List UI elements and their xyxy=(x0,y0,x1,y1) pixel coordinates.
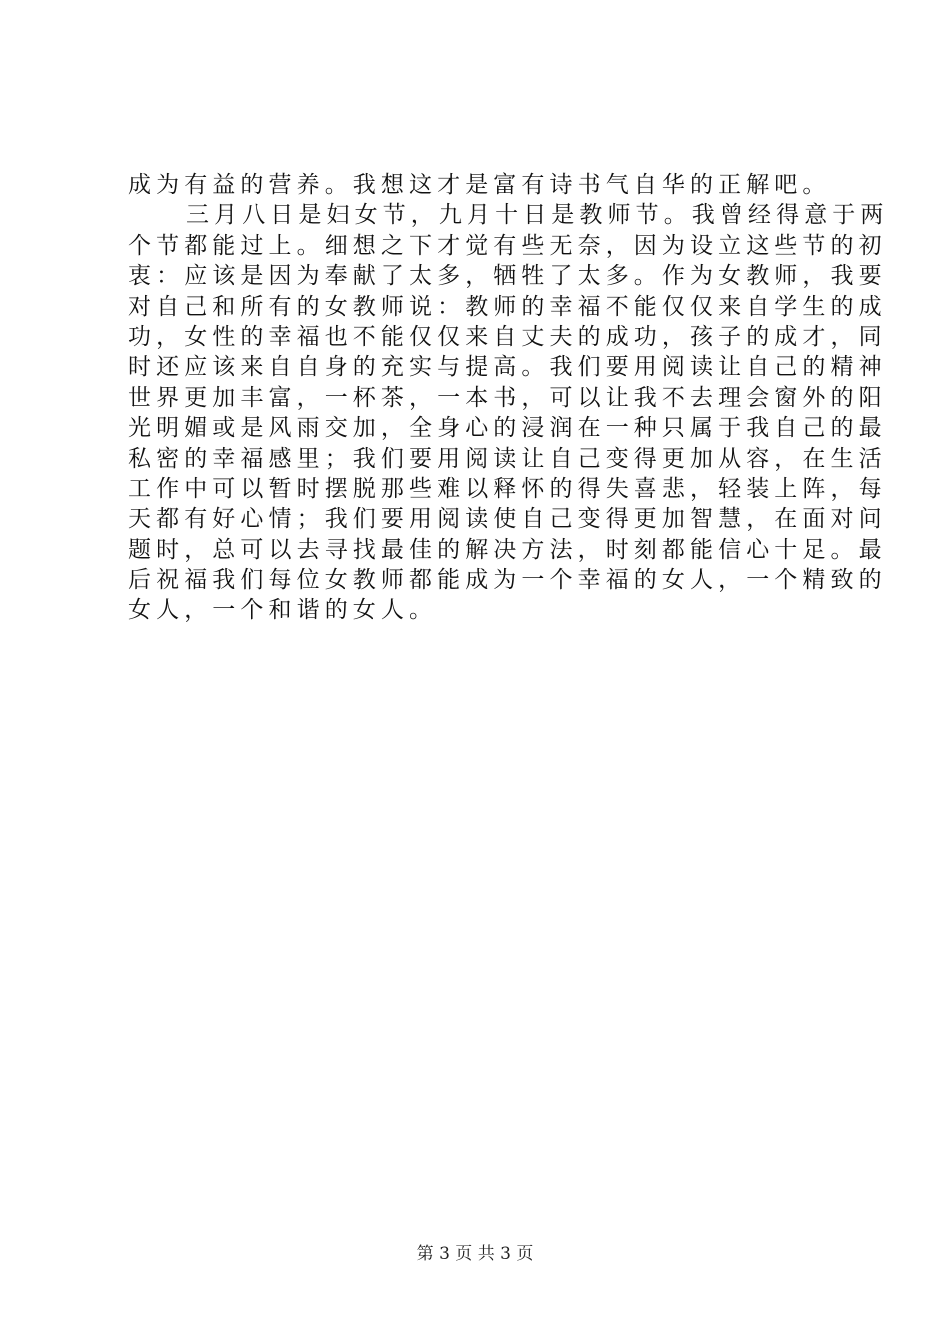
text-line: 个节都能过上。细想之下才觉有些无奈，因为设立这些节的初 xyxy=(128,232,887,259)
text-line: 私密的幸福感里；我们要用阅读让自己变得更加从容，在生活 xyxy=(128,445,887,472)
text-line: 题时，总可以去寻找最佳的解决方法，时刻都能信心十足。最 xyxy=(128,536,887,563)
text-line: 衷：应该是因为奉献了太多，牺牲了太多。作为女教师，我要 xyxy=(128,263,887,290)
text-line: 女人，一个和谐的女人。 xyxy=(128,597,438,624)
text-line: 世界更加丰富，一杯茶，一本书，可以让我不去理会窗外的阳 xyxy=(128,384,887,411)
text-line: 时还应该来自自身的充实与提高。我们要用阅读让自己的精神 xyxy=(128,354,887,381)
text-line: 对自己和所有的女教师说：教师的幸福不能仅仅来自学生的成 xyxy=(128,293,887,320)
text-line: 功，女性的幸福也不能仅仅来自丈夫的成功，孩子的成才，同 xyxy=(128,323,887,350)
text-line: 天都有好心情；我们要用阅读使自己变得更加智慧，在面对问 xyxy=(128,506,887,533)
body-text xyxy=(128,170,889,626)
text-line: 工作中可以暂时摆脱那些难以释怀的得失喜悲，轻装上阵，每 xyxy=(128,475,887,502)
page-number-footer: 第 3 页 共 3 页 xyxy=(416,1244,534,1264)
text-line: 后祝福我们每位女教师都能成为一个幸福的女人，一个精致的 xyxy=(128,567,887,594)
text-line: 三月八日是妇女节，九月十日是教师节。我曾经得意于两 xyxy=(186,202,889,229)
text-line: 光明媚或是风雨交加，全身心的浸润在一种只属于我自己的最 xyxy=(128,415,887,442)
text-line: 成为有益的营养。我想这才是富有诗书气自华的正解吧。 xyxy=(128,172,831,198)
